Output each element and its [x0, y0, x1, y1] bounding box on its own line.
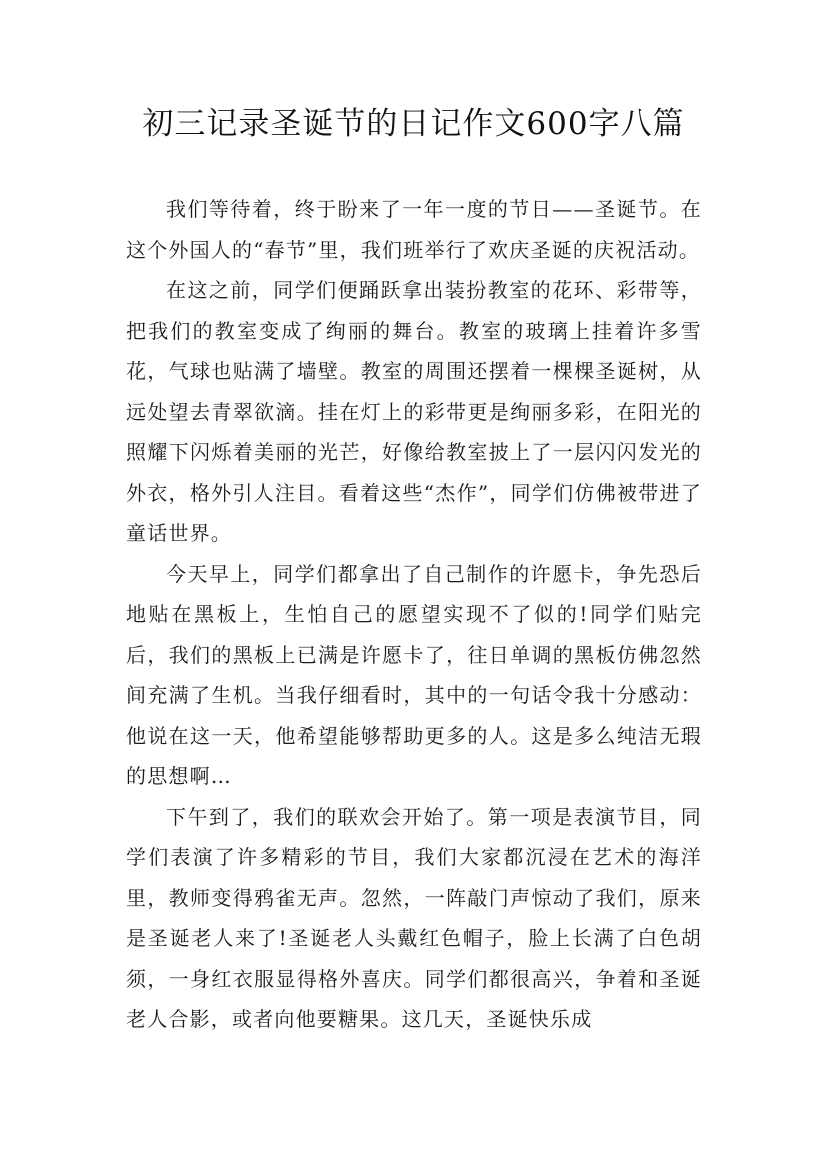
paragraph-4: 下午到了，我们的联欢会开始了。第一项是表演节目，同学们表演了许多精彩的节目，我们大家都沉浸在艺术的海洋里，教师变得鸦雀无声。忽然，一阵敲门声惊动了我们，原来是圣诞老人来了!圣诞老人头戴红色帽子，脸上长满了白色胡须，一身红衣服显得格外喜庆。同学们都很高兴，争着和圣诞老人合影，或者向他要糖果。这几天，圣诞快乐成 [126, 804, 702, 1031]
document-body [126, 189, 702, 1040]
paragraph-1: 我们等待着，终于盼来了一年一度的节日——圣诞节。在这个外国人的“春节”里，我们班举行了欢庆圣诞的庆祝活动。 [126, 197, 702, 262]
document-title: 初三记录圣诞节的日记作文600字八篇 [142, 106, 685, 142]
paragraph-2: 在这之前，同学们便踊跃拿出装扮教室的花环、彩带等，把我们的教室变成了绚丽的舞台。教室的玻璃上挂着许多雪花，气球也贴满了墙壁。教室的周围还摆着一棵棵圣诞树，从远处望去青翠欲滴。挂在灯上的彩带更是绚丽多彩，在阳光的照耀下闪烁着美丽的光芒，好像给教室披上了一层闪闪发光的外衣，格外引人注目。看着这些“杰作”，同学们仿佛被带进了童话世界。 [126, 278, 702, 545]
paragraph-3: 今天早上，同学们都拿出了自己制作的许愿卡，争先恐后地贴在黑板上，生怕自己的愿望实现不了似的!同学们贴完后，我们的黑板上已满是许愿卡了，往日单调的黑板仿佛忽然间充满了生机。当我仔细看时，其中的一句话令我十分感动：他说在这一天，他希望能够帮助更多的人。这是多么纯洁无瑕的思想啊… [126, 561, 702, 788]
